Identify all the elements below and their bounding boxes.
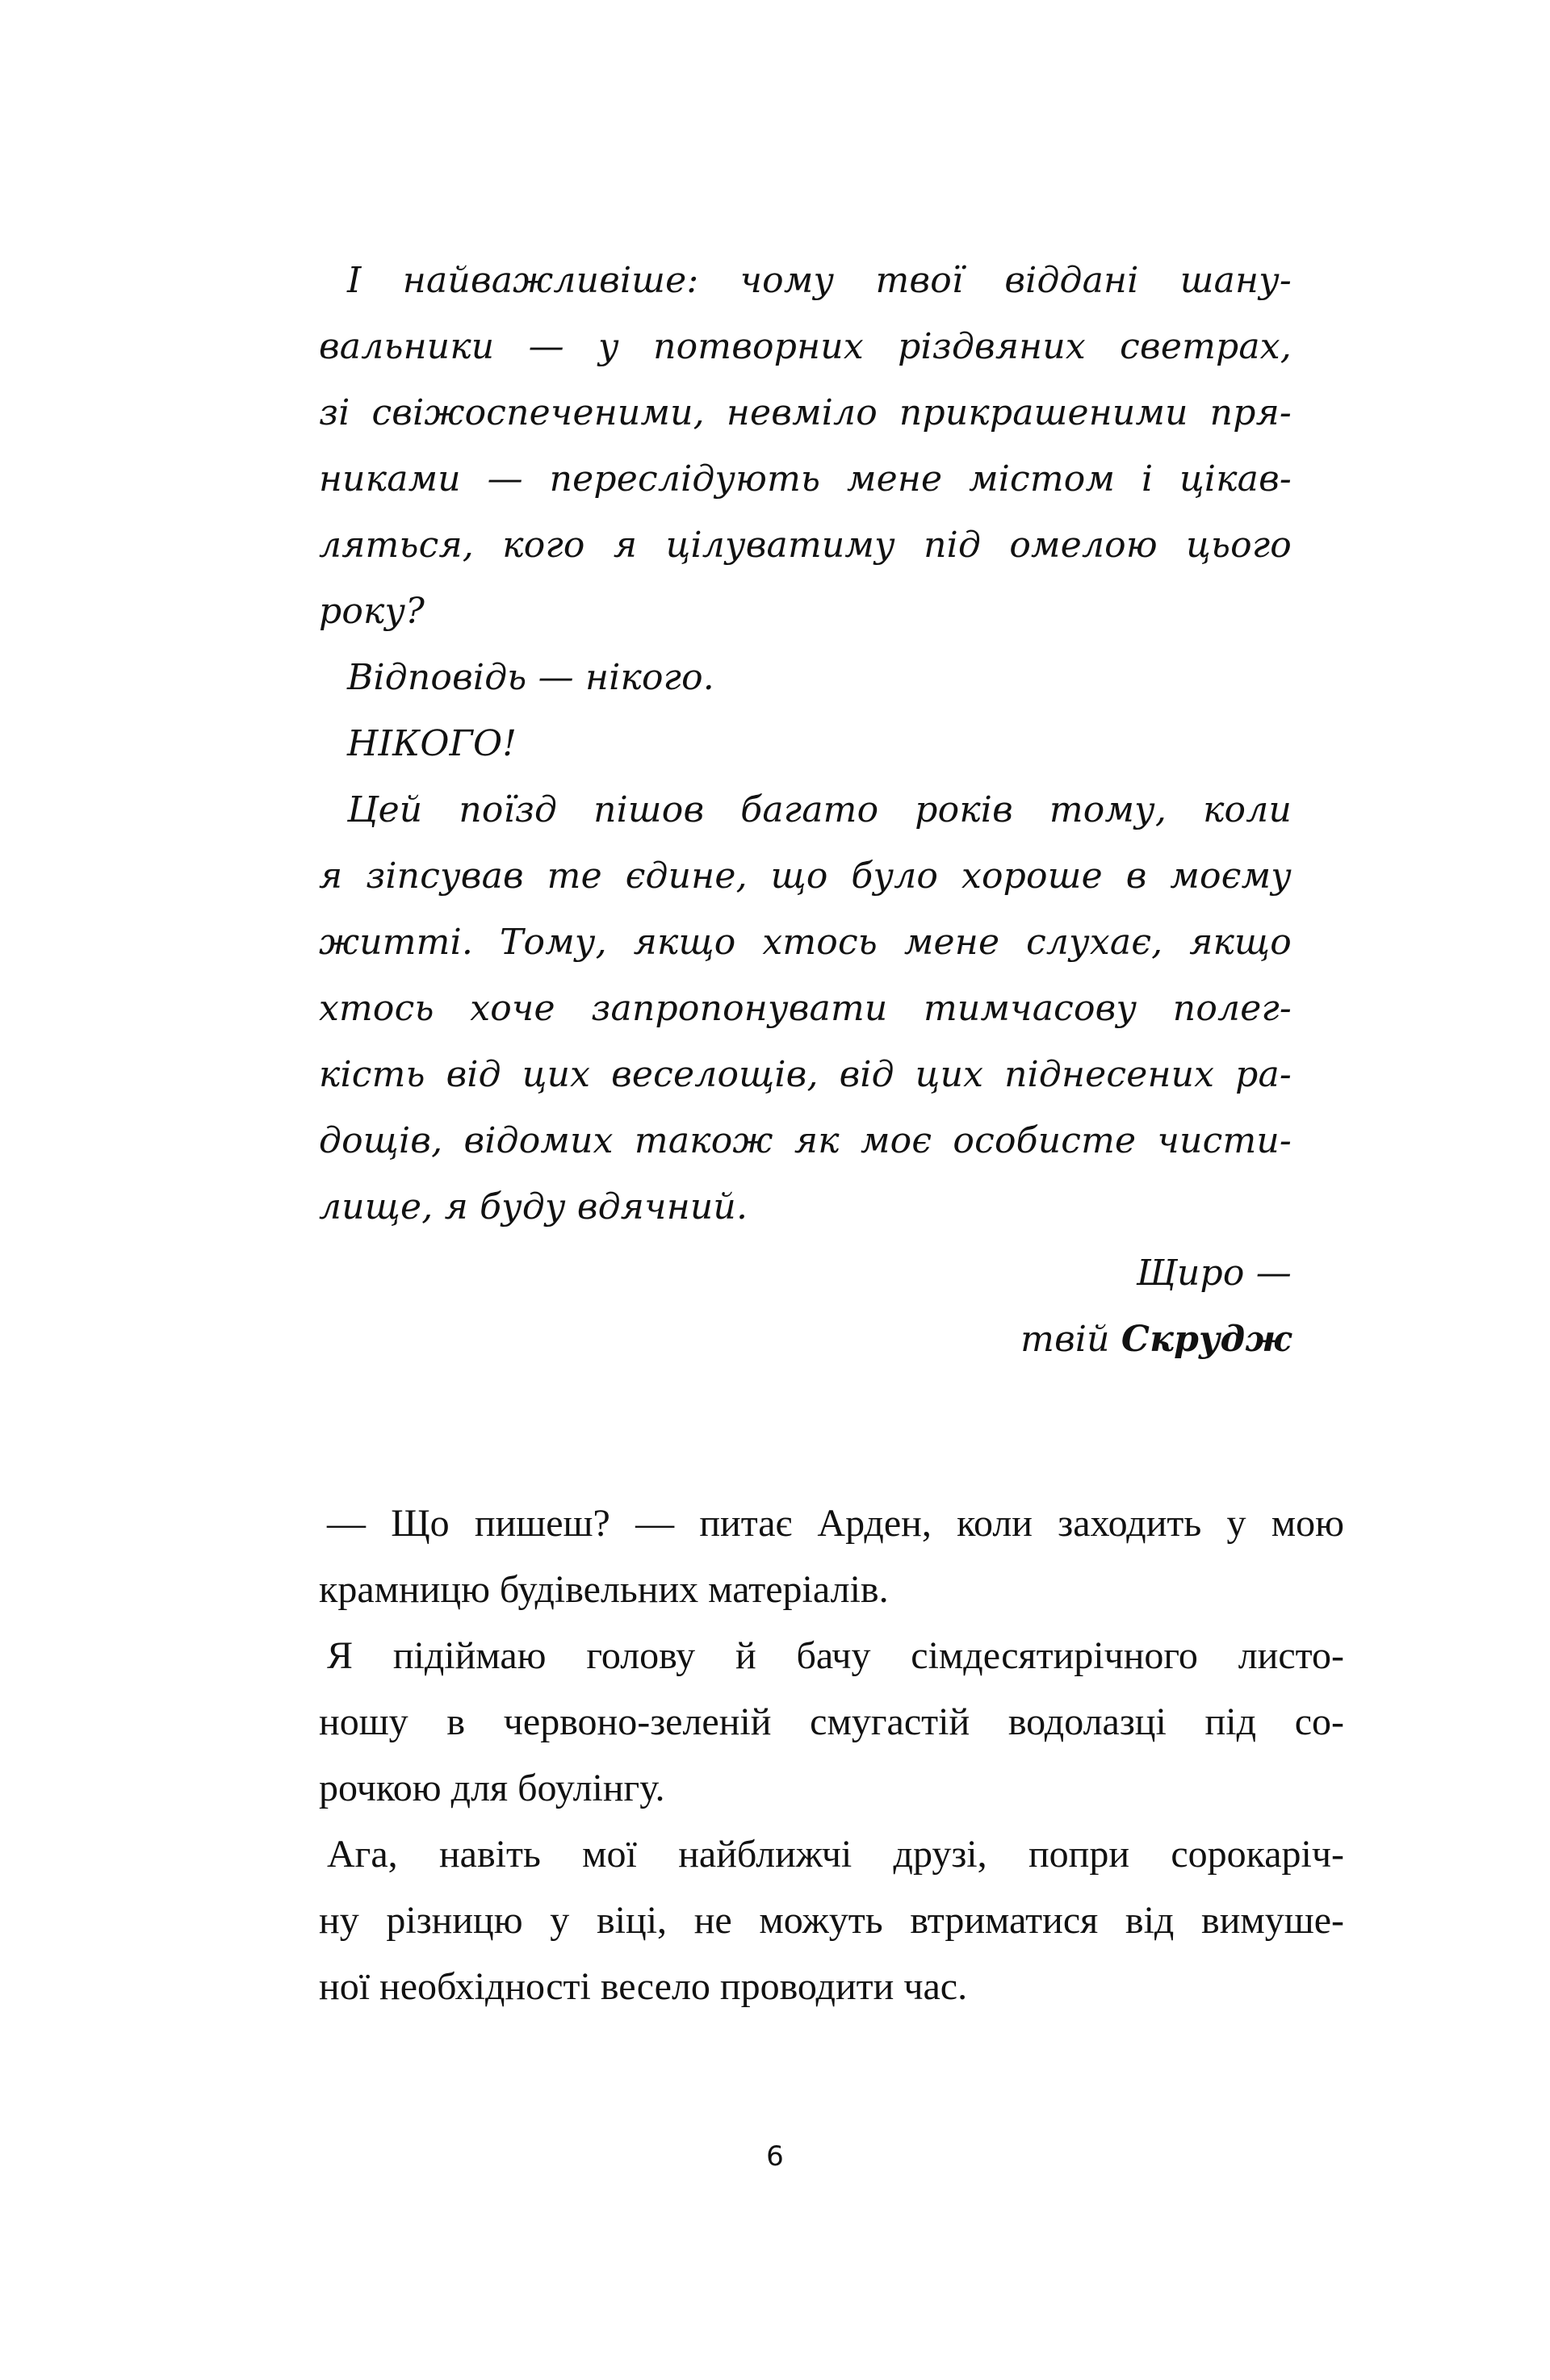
letter-line: дощів, відомих також як моє особисте чисти- bbox=[319, 1120, 1292, 1161]
prose-line: — Що пишеш? — питає Арден, коли заходить у мою bbox=[327, 1502, 1344, 1545]
letter-line: кість від цих веселощів, від цих піднесених ра- bbox=[319, 1054, 1292, 1095]
prose-line: Ага, навіть мої найближчі друзі, попри сорокаріч- bbox=[327, 1833, 1344, 1876]
letter-closing: Щиро — bbox=[1136, 1253, 1292, 1294]
prose-line: ної необхідності весело проводити час. bbox=[319, 1965, 968, 2008]
prose-line: ношу в червоно-зеленій смугастій водолазці під со- bbox=[319, 1700, 1344, 1743]
letter-line: зі свіжоспеченими, невміло прикрашеними пря- bbox=[319, 392, 1292, 433]
letter-line: НІКОГО! bbox=[347, 723, 517, 764]
letter-line: Відповідь — нікого. bbox=[347, 657, 714, 698]
prose-line: крамницю будівельних матеріалів. bbox=[319, 1568, 889, 1611]
letter-line: Цей поїзд пішов багато років тому, коли bbox=[347, 789, 1292, 830]
letter-line: року? bbox=[319, 591, 425, 632]
letter-signature bbox=[319, 1319, 1292, 1360]
prose-line: Я підіймаю голову й бачу сімдесятирічного листо- bbox=[327, 1634, 1344, 1677]
letter-line: лище, я буду вдячний. bbox=[319, 1186, 748, 1228]
letter-line: вальники — у потворних різдвяних светрах, bbox=[319, 326, 1292, 367]
letter-line: житті. Тому, якщо хтось мене слухає, якщо bbox=[319, 922, 1292, 963]
letter-line: никами — переслідують мене містом і цікав- bbox=[319, 458, 1292, 500]
letter-line: ляться, кого я цілуватиму під омелою цього bbox=[319, 525, 1292, 566]
letter-line: хтось хоче запропонувати тимчасову полег- bbox=[319, 988, 1292, 1029]
page-number: 6 bbox=[766, 2140, 784, 2173]
signature-name: Скрудж bbox=[1121, 1319, 1292, 1360]
letter-line: я зіпсував те єдине, що було хороше в моєму bbox=[319, 855, 1292, 897]
letter-line: І найважливіше: чому твої віддані шану- bbox=[347, 260, 1292, 301]
signature-prefix: твій bbox=[1020, 1319, 1110, 1360]
prose-line: ну різницю у віці, не можуть втриматися від вимуше- bbox=[319, 1899, 1344, 1942]
prose-line: рочкою для боулінгу. bbox=[319, 1767, 665, 1809]
